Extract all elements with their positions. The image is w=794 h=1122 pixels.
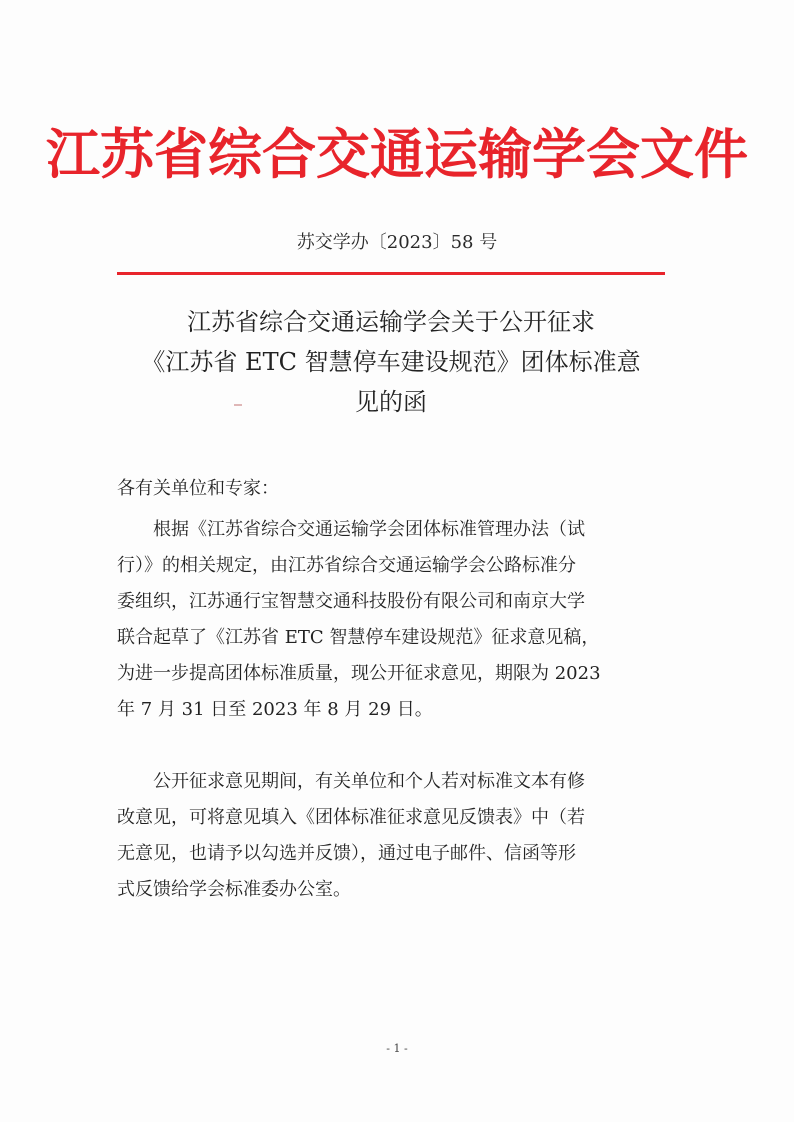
paragraph-line: 无意见，也请予以勾选并反馈），通过电子邮件、信函等形	[117, 843, 576, 864]
document-title	[117, 302, 665, 422]
paragraph-line: 根据《江苏省综合交通运输学会团体标准管理办法（试	[117, 519, 585, 540]
paragraph-line: 年 7 月 31 日至 2023 年 8 月 29 日。	[117, 699, 433, 720]
title-line: 江苏省综合交通运输学会关于公开征求	[187, 308, 595, 336]
paragraph-line: 改意见，可将意见填入《团体标准征求意见反馈表》中（若	[117, 807, 585, 828]
paragraph-line: 联合起草了《江苏省 ETC 智慧停车建设规范》征求意见稿，	[117, 627, 600, 648]
scan-mark	[234, 404, 242, 406]
paragraph-line: 式反馈给学会标准委办公室。	[117, 879, 351, 900]
title-line: 《江苏省 ETC 智慧停车建设规范》团体标准意	[141, 348, 641, 376]
body-paragraph-1	[117, 512, 677, 728]
salutation: 各有关单位和专家：	[117, 478, 279, 499]
paragraph-line: 委组织，江苏通行宝智慧交通科技股份有限公司和南京大学	[117, 591, 585, 612]
document-number: 苏交学办〔2023〕58 号	[296, 232, 498, 253]
paragraph-line: 为进一步提高团体标准质量，现公开征求意见，期限为 2023	[117, 663, 601, 684]
document-masthead: 江苏省综合交通运输学会文件	[46, 122, 748, 186]
red-divider-line	[117, 272, 665, 275]
body-paragraph-2	[117, 764, 677, 908]
page-number: - 1 -	[386, 1042, 408, 1055]
paragraph-line: 行）》的相关规定，由江苏省综合交通运输学会公路标准分	[117, 555, 576, 576]
title-line: 见的函	[355, 388, 427, 416]
paragraph-line: 公开征求意见期间，有关单位和个人若对标准文本有修	[117, 771, 585, 792]
